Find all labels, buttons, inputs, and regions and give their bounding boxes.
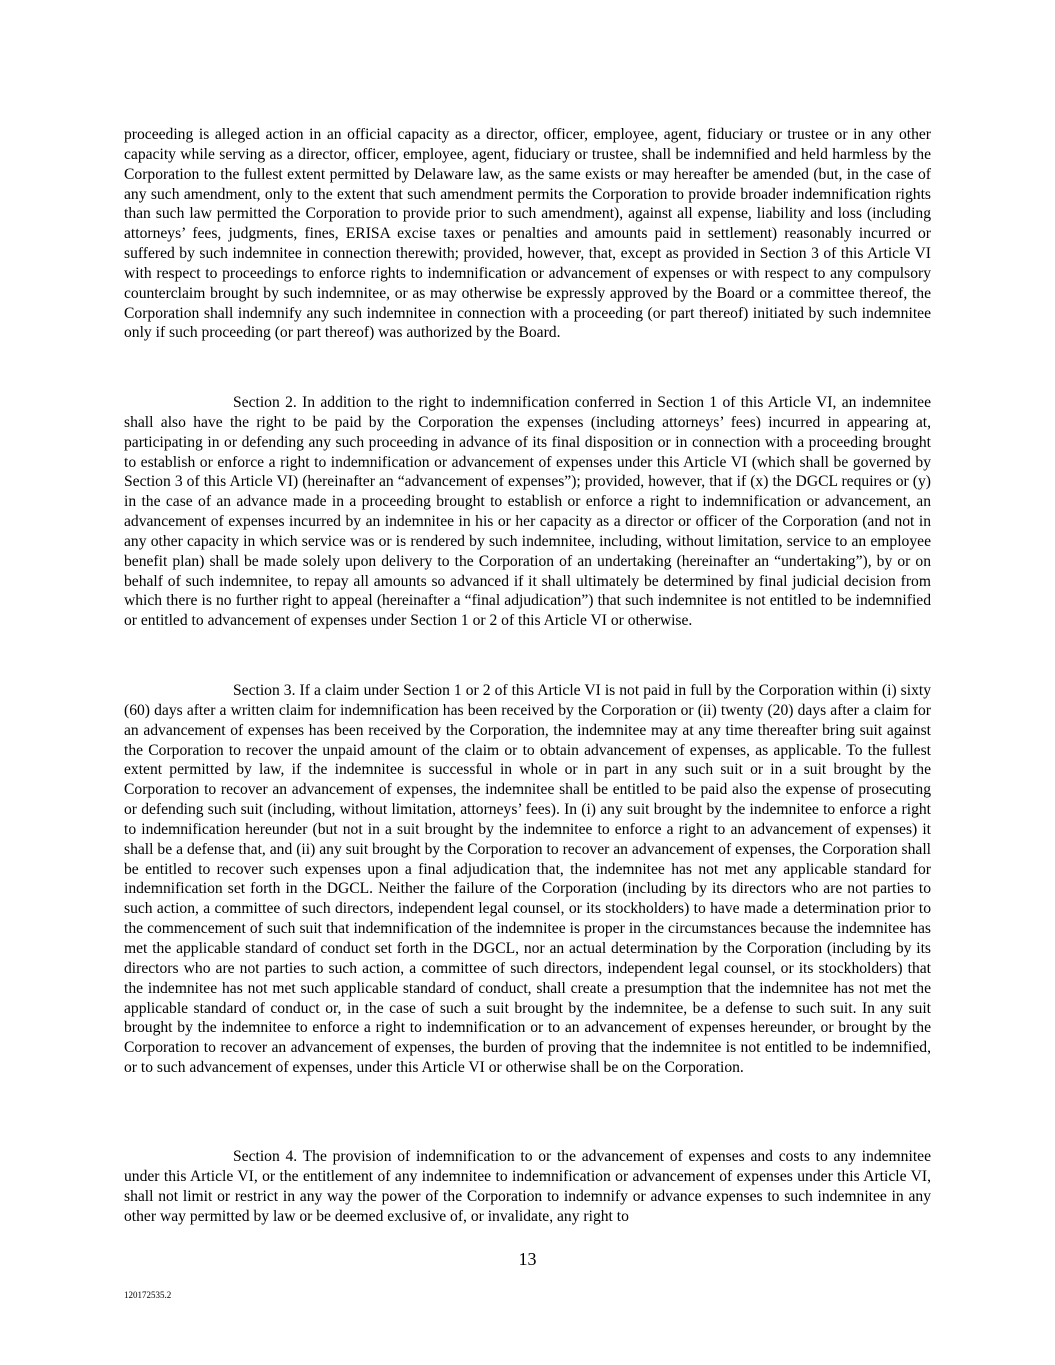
paragraph-section-2: Section 2. In addition to the right to indemnification conferred in Section 1 of this Article VI, an indemnitee shall also have the right to be paid by the Corporation the expenses (including attorneys’ fees) incurred in appearing at, participating in or defending any such proceeding in advance of its final disposition or in connection with a proceeding brought to establish or enforce a right to indemnification or advancement of expenses under this Article VI (which shall be governed by Section 3 of this Article VI) (hereinafter an “advancement of expenses”); provided, however, that if (x) the DGCL requires or (y) in the case of an advance made in a proceeding brought to establish or enforce a right to indemnification or advancement, an advancement of expenses incurred by an indemnitee in his or her capacity as a director or officer of the Corporation (and not in any other capacity in which service was or is rendered by such indemnitee, including, without limitation, service to an employee benefit plan) shall be made solely upon delivery to the Corporation of an undertaking (hereinafter an “undertaking”), by or on behalf of such indemnitee, to repay all amounts so advanced if it shall ultimately be determined by final judicial decision from which there is no further right to appeal (hereinafter a “final adjudication”) that such indemnitee is not entitled to be indemnified or entitled to advancement of expenses under Section 1 or 2 of this Article VI or otherwise. [124,394,931,630]
document-id: 120172535.2 [124,1290,172,1300]
page-number: 13 [518,1249,537,1269]
paragraph-continuation: proceeding is alleged action in an official capacity as a director, officer, employee, agent, fiduciary or trustee or in any other capacity while serving as a director, officer, employee, agent, fiduciary or trustee, shall be indemnified and held harmless by the Corporation to the fullest extent permitted by Delaware law, as the same exists or may hereafter be amended (but, in the case of any such amendment, only to the extent that such amendment permits the Corporation to provide broader indemnification rights than such law permitted the Corporation to provide prior to such amendment), against all expense, liability and loss (including attorneys’ fees, judgments, fines, ERISA excise taxes or penalties and amounts paid in settlement) reasonably incurred or suffered by such indemnitee in connection therewith; provided, however, that, except as provided in Section 3 of this Article VI with respect to proceedings to enforce rights to indemnification or advancement of expenses or with respect to any compulsory counterclaim brought by such indemnitee, or as may otherwise be expressly approved by the Board or a committee thereof, the Corporation shall indemnify any such indemnitee in connection with a proceeding (or part thereof) initiated by such indemnitee only if such proceeding (or part thereof) was authorized by the Board. [124,126,931,342]
paragraph-section-3: Section 3. If a claim under Section 1 or 2 of this Article VI is not paid in full by the Corporation within (i) sixty (60) days after a written claim for indemnification has been received by the Corporation or (ii) twenty (20) days after a claim for an advancement of expenses has been received by the Corporation, the indemnitee may at any time thereafter bring suit against the Corporation to recover the unpaid amount of the claim or to obtain advancement of expenses, as applicable. To the fullest extent permitted by law, if the indemnitee is successful in whole or in part in any such suit or in a suit brought by the Corporation to recover an advancement of expenses, the indemnitee shall be entitled to be paid also the expense of prosecuting or defending such suit (including, without limitation, attorneys’ fees). In (i) any suit brought by the indemnitee to enforce a right to indemnification hereunder (but not in a suit brought by the indemnitee to enforce a right to an advancement of expenses) it shall be a defense that, and (ii) any suit brought by the Corporation to recover an advancement of expenses, the Corporation shall be entitled to recover such expenses upon a final adjudication that, the indemnitee has not met any applicable standard for indemnification set forth in the DGCL. Neither the failure of the Corporation (including by its directors who are not parties to such action, a committee of such directors, independent legal counsel, or its stockholders) to have made a determination prior to the commencement of such suit that indemnification of the indemnitee is proper in the circumstances because the indemnitee has met the applicable standard of conduct set forth in the DGCL, nor an actual determination by the Corporation (including by its directors who are not parties to such action, a committee of such directors, independent legal counsel, or its stockholders) that the indemnitee has not met such applicable standard of conduct, shall create a presumption that the indemnitee has not met the applicable standard of conduct or, in the case of such a suit brought by the indemnitee, be a defense to such suit. In any suit brought by the indemnitee to enforce a right to indemnification or to an advancement of expenses hereunder, or brought by the Corporation to recover an advancement of expenses, the burden of proving that the indemnitee is not entitled to be indemnified, or to such advancement of expenses, under this Article VI or otherwise shall be on the Corporation. [124,682,931,1077]
paragraph-section-4: Section 4. The provision of indemnification to or the advancement of expenses and costs to any indemnitee under this Article VI, or the entitlement of any indemnitee to indemnification or advancement of expenses under this Article VI, shall not limit or restrict in any way the power of the Corporation to indemnify or advance expenses to such indemnitee in any other way permitted by law or be deemed exclusive of, or invalidate, any right to [124,1148,931,1225]
